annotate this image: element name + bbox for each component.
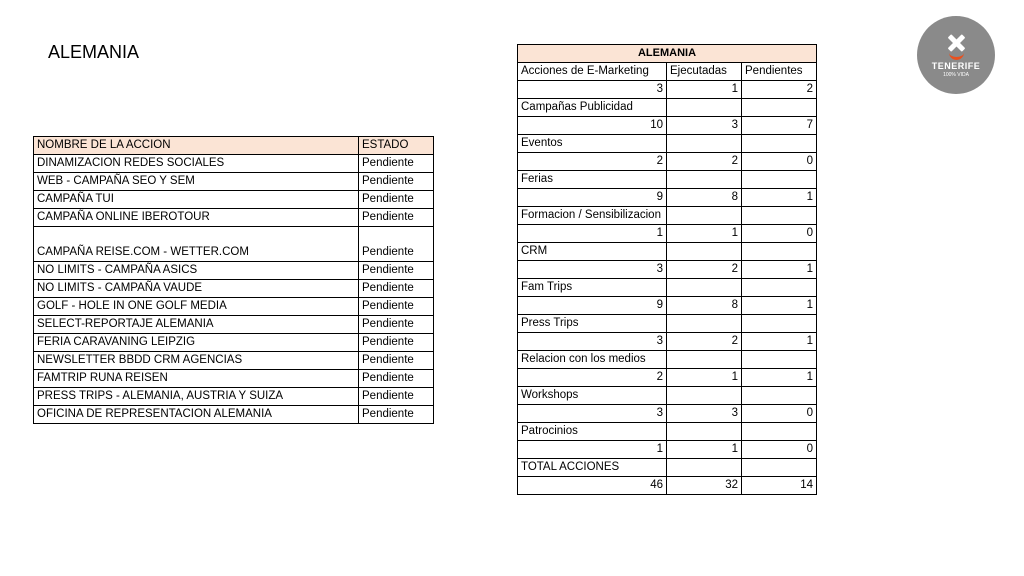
executed-value: 8	[667, 189, 742, 207]
category-label: Eventos	[518, 135, 667, 153]
value-row	[518, 153, 817, 171]
status-cell: Pendiente	[359, 316, 434, 334]
total-value: 1	[518, 225, 667, 243]
pending-value: 1	[742, 297, 817, 315]
pending-value: 0	[742, 225, 817, 243]
pending-value: 2	[742, 81, 817, 99]
value-row	[518, 225, 817, 243]
category-row	[518, 99, 817, 117]
action-name-cell: OFICINA DE REPRESENTACION ALEMANIA	[34, 406, 359, 424]
status-cell: Pendiente	[359, 352, 434, 370]
action-name-cell: DINAMIZACION REDES SOCIALES	[34, 155, 359, 173]
empty-cell	[742, 207, 817, 225]
value-row	[518, 477, 817, 495]
pending-value: 1	[742, 189, 817, 207]
page-title: ALEMANIA	[48, 42, 140, 62]
table-row	[34, 227, 434, 262]
total-value: 3	[518, 405, 667, 423]
action-name-cell: WEB - CAMPAÑA SEO Y SEM	[34, 173, 359, 191]
pending-value: 1	[742, 369, 817, 387]
value-row	[518, 117, 817, 135]
action-name-cell: NO LIMITS - CAMPAÑA ASICS	[34, 262, 359, 280]
actions-table	[33, 136, 434, 424]
table-row	[34, 388, 434, 406]
status-cell: Pendiente	[359, 280, 434, 298]
total-value: 2	[518, 153, 667, 171]
table-row	[34, 262, 434, 280]
value-row	[518, 81, 817, 99]
table-row	[34, 155, 434, 173]
pending-value: 1	[742, 333, 817, 351]
tenerife-x-smile-icon	[943, 33, 969, 59]
empty-cell	[667, 387, 742, 405]
empty-cell	[667, 207, 742, 225]
value-row	[518, 261, 817, 279]
action-name-cell: CAMPAÑA ONLINE IBEROTOUR	[34, 209, 359, 227]
category-label: Press Trips	[518, 315, 667, 333]
empty-cell	[667, 279, 742, 297]
value-row	[518, 189, 817, 207]
value-row	[518, 405, 817, 423]
column-header: ESTADO	[359, 137, 434, 155]
value-row	[518, 297, 817, 315]
total-value: 3	[518, 81, 667, 99]
table-row	[34, 209, 434, 227]
pending-value: 14	[742, 477, 817, 495]
empty-cell	[667, 171, 742, 189]
pending-value: 0	[742, 441, 817, 459]
status-cell: Pendiente	[359, 173, 434, 191]
status-cell: Pendiente	[359, 298, 434, 316]
total-value: 1	[518, 441, 667, 459]
status-cell: Pendiente	[359, 388, 434, 406]
empty-cell	[742, 243, 817, 261]
category-row	[518, 171, 817, 189]
executed-value: 1	[667, 81, 742, 99]
category-row	[518, 279, 817, 297]
tenerife-logo	[917, 16, 995, 94]
category-row	[518, 315, 817, 333]
executed-value: 1	[667, 369, 742, 387]
total-value: 9	[518, 189, 667, 207]
empty-cell	[742, 135, 817, 153]
status-cell: Pendiente	[359, 262, 434, 280]
table-row	[34, 191, 434, 209]
category-label: Ferias	[518, 171, 667, 189]
table-row	[34, 406, 434, 424]
pending-value: 0	[742, 405, 817, 423]
category-row	[518, 351, 817, 369]
category-label: Formacion / Sensibilizacion	[518, 207, 667, 225]
action-name-cell: SELECT-REPORTAJE ALEMANIA	[34, 316, 359, 334]
empty-cell	[742, 351, 817, 369]
executed-value: 2	[667, 333, 742, 351]
executed-value: 1	[667, 225, 742, 243]
empty-cell	[667, 315, 742, 333]
action-name-cell: CAMPAÑA TUI	[34, 191, 359, 209]
empty-cell	[742, 459, 817, 477]
action-name-cell: CAMPAÑA REISE.COM - WETTER.COM	[34, 227, 359, 262]
executed-value: 8	[667, 297, 742, 315]
action-name-cell: PRESS TRIPS - ALEMANIA, AUSTRIA Y SUIZA	[34, 388, 359, 406]
total-value: 2	[518, 369, 667, 387]
status-cell: Pendiente	[359, 209, 434, 227]
value-row	[518, 369, 817, 387]
column-header: NOMBRE DE LA ACCION	[34, 137, 359, 155]
value-row	[518, 333, 817, 351]
status-cell: Pendiente	[359, 406, 434, 424]
empty-cell	[667, 99, 742, 117]
pending-value: 1	[742, 261, 817, 279]
empty-cell	[742, 99, 817, 117]
executed-value: 3	[667, 405, 742, 423]
status-cell: Pendiente	[359, 227, 434, 262]
total-value: 3	[518, 333, 667, 351]
empty-cell	[667, 135, 742, 153]
pending-value: 0	[742, 153, 817, 171]
status-cell: Pendiente	[359, 155, 434, 173]
category-row	[518, 243, 817, 261]
pending-value: 7	[742, 117, 817, 135]
action-name-cell: NO LIMITS - CAMPAÑA VAUDE	[34, 280, 359, 298]
executed-value: 3	[667, 117, 742, 135]
category-row	[518, 207, 817, 225]
action-name-cell: NEWSLETTER BBDD CRM AGENCIAS	[34, 352, 359, 370]
total-value: 46	[518, 477, 667, 495]
empty-cell	[667, 243, 742, 261]
category-label: TOTAL ACCIONES	[518, 459, 667, 477]
total-value: 3	[518, 261, 667, 279]
empty-cell	[742, 279, 817, 297]
empty-cell	[742, 423, 817, 441]
column-header: Ejecutadas	[667, 63, 742, 81]
summary-title: ALEMANIA	[518, 45, 817, 63]
table-row	[34, 298, 434, 316]
status-cell: Pendiente	[359, 191, 434, 209]
table-row	[34, 334, 434, 352]
status-cell: Pendiente	[359, 370, 434, 388]
empty-cell	[742, 315, 817, 333]
value-row	[518, 441, 817, 459]
executed-value: 1	[667, 441, 742, 459]
summary-title-row	[518, 45, 817, 63]
table-header-row	[34, 137, 434, 155]
action-name-cell: FERIA CARAVANING LEIPZIG	[34, 334, 359, 352]
empty-cell	[667, 423, 742, 441]
category-row	[518, 459, 817, 477]
category-label: Patrocinios	[518, 423, 667, 441]
status-cell: Pendiente	[359, 334, 434, 352]
category-label: Relacion con los medios	[518, 351, 667, 369]
action-name-cell: FAMTRIP RUNA REISEN	[34, 370, 359, 388]
empty-cell	[742, 171, 817, 189]
executed-value: 2	[667, 261, 742, 279]
category-label: Fam Trips	[518, 279, 667, 297]
empty-cell	[667, 351, 742, 369]
category-label: Workshops	[518, 387, 667, 405]
summary-table	[517, 44, 817, 495]
executed-value: 32	[667, 477, 742, 495]
empty-cell	[667, 459, 742, 477]
action-name-cell: GOLF - HOLE IN ONE GOLF MEDIA	[34, 298, 359, 316]
category-row	[518, 387, 817, 405]
table-row	[34, 316, 434, 334]
table-row	[34, 352, 434, 370]
column-header: Acciones de E-Marketing	[518, 63, 667, 81]
category-label: Campañas Publicidad	[518, 99, 667, 117]
column-header: Pendientes	[742, 63, 817, 81]
total-value: 10	[518, 117, 667, 135]
table-row	[34, 173, 434, 191]
category-row	[518, 423, 817, 441]
table-row	[34, 370, 434, 388]
logo-tagline: 100% VIDA	[943, 71, 969, 78]
empty-cell	[742, 387, 817, 405]
category-row	[518, 135, 817, 153]
summary-header-row	[518, 63, 817, 81]
category-label: CRM	[518, 243, 667, 261]
table-row	[34, 280, 434, 298]
logo-brand: TENERIFE	[931, 60, 981, 71]
total-value: 9	[518, 297, 667, 315]
executed-value: 2	[667, 153, 742, 171]
